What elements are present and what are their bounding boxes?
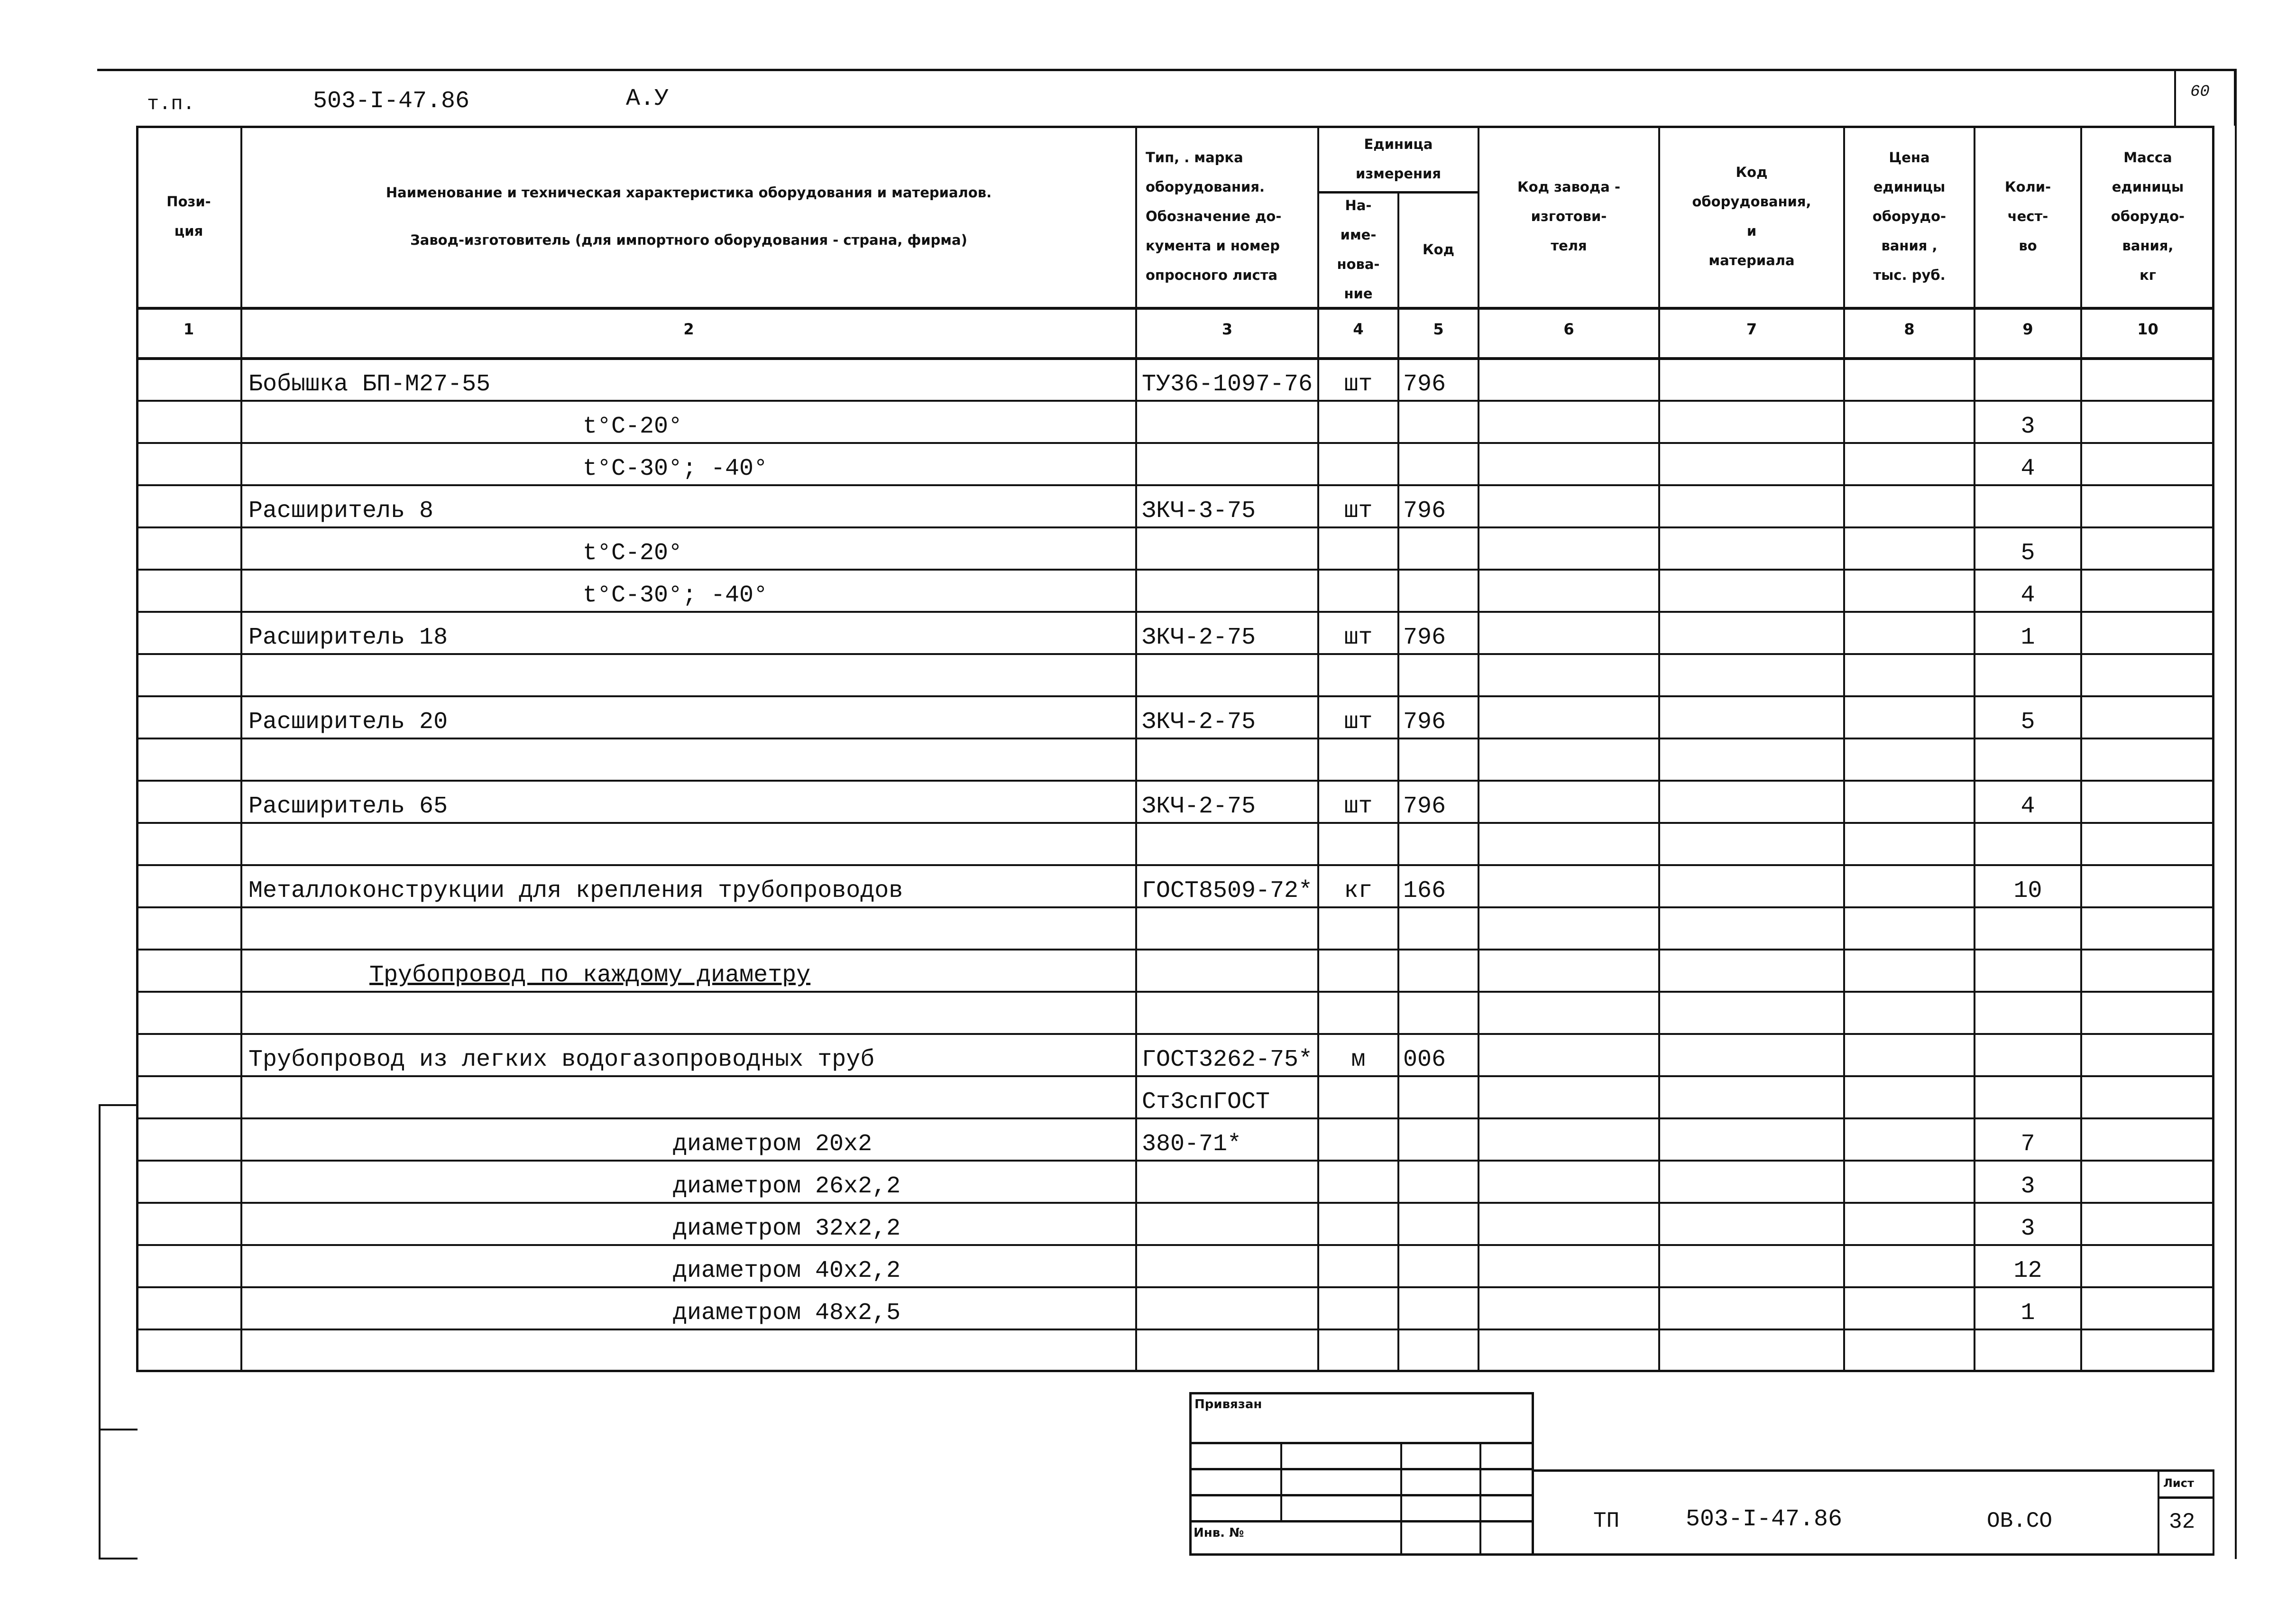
header-equipment-code bbox=[1659, 126, 1844, 307]
header-mass bbox=[2081, 126, 2214, 307]
header-line: Наименование и техническая характеристика оборудования и материалов. bbox=[386, 185, 992, 201]
item-name: диаметром 48х2,5 bbox=[673, 1300, 901, 1327]
item-unit-code bbox=[1403, 1287, 1479, 1329]
item-quantity: 12 bbox=[2013, 1257, 2042, 1284]
item-document: ЗКЧ-2-75 bbox=[1142, 624, 1256, 651]
item-unit bbox=[1318, 1245, 1398, 1287]
item-quantity: 3 bbox=[2020, 1173, 2035, 1200]
item-unit bbox=[1318, 1287, 1398, 1329]
item-quantity: 5 bbox=[2020, 709, 2035, 736]
item-unit-code bbox=[1403, 1076, 1479, 1118]
item-unit-code bbox=[1403, 992, 1479, 1034]
item-name: Расширитель 18 bbox=[248, 624, 448, 651]
item-document: Ст3спГОСТ bbox=[1142, 1089, 1270, 1116]
header-line: теля bbox=[1551, 238, 1587, 254]
item-name bbox=[248, 1076, 1136, 1118]
item-unit-code bbox=[1403, 527, 1479, 570]
header-line: Завод-изготовитель (для импортного оборудования - страна, фирма) bbox=[410, 232, 967, 248]
item-unit-code bbox=[1403, 1161, 1479, 1203]
item-name bbox=[248, 654, 1136, 696]
header-line: Код bbox=[1422, 241, 1455, 258]
item-unit: шт bbox=[1344, 793, 1373, 820]
right-margin-line bbox=[2235, 70, 2237, 1559]
sheet-box bbox=[2158, 1472, 2214, 1553]
item-name: t°C-30°; -40° bbox=[583, 455, 768, 482]
item-unit-code: 166 bbox=[1403, 877, 1446, 904]
item-name: диаметром 40х2,2 bbox=[673, 1257, 901, 1284]
item-name: Расширитель 20 bbox=[248, 709, 448, 736]
column-number: 4 bbox=[1353, 320, 1364, 338]
header-price bbox=[1844, 126, 1975, 307]
item-quantity bbox=[1975, 1076, 2081, 1118]
item-document bbox=[1142, 1245, 1318, 1287]
header-line: Единица bbox=[1364, 136, 1433, 152]
item-unit-code bbox=[1403, 1245, 1479, 1287]
item-unit-code bbox=[1403, 1329, 1479, 1372]
item-name bbox=[248, 907, 1136, 950]
item-unit-code: 796 bbox=[1403, 709, 1446, 736]
header-line: Пози- bbox=[166, 194, 211, 210]
header-line: вания, bbox=[2122, 238, 2174, 254]
item-quantity: 3 bbox=[2020, 1215, 2035, 1242]
item-quantity bbox=[1975, 738, 2081, 781]
item-name: t°C-20° bbox=[583, 413, 683, 440]
item-unit-code bbox=[1403, 1118, 1479, 1161]
column-number: 1 bbox=[183, 320, 194, 338]
item-unit bbox=[1318, 570, 1398, 612]
header-line: оборудования. bbox=[1146, 179, 1265, 195]
header-line: оборудо- bbox=[1872, 208, 1947, 224]
item-unit bbox=[1318, 654, 1398, 696]
item-unit bbox=[1318, 1161, 1398, 1203]
item-document bbox=[1142, 950, 1318, 992]
item-unit-code bbox=[1403, 1203, 1479, 1245]
item-unit-code bbox=[1403, 570, 1479, 612]
item-unit bbox=[1318, 401, 1398, 443]
header-line: Обозначение до- bbox=[1146, 208, 1282, 224]
item-name bbox=[248, 823, 1136, 865]
item-document: ЗКЧ-3-75 bbox=[1142, 498, 1256, 525]
header-line: Цена bbox=[1889, 149, 1930, 166]
header-document bbox=[1136, 126, 1318, 307]
item-quantity bbox=[1975, 992, 2081, 1034]
header-line: кумента и номер bbox=[1146, 238, 1280, 254]
header-line: тыс. руб. bbox=[1873, 267, 1946, 283]
title-prefix: ТП bbox=[1593, 1509, 1620, 1533]
header-line: единицы bbox=[1873, 179, 1946, 195]
header-quantity bbox=[1975, 126, 2081, 307]
item-unit bbox=[1318, 907, 1398, 950]
item-quantity bbox=[1975, 907, 2081, 950]
item-document bbox=[1142, 1287, 1318, 1329]
item-document bbox=[1142, 570, 1318, 612]
header-line: Масса bbox=[2123, 149, 2172, 166]
tp-label: т.п. bbox=[147, 92, 195, 115]
item-document bbox=[1142, 992, 1318, 1034]
top-border bbox=[97, 69, 2237, 71]
item-document bbox=[1142, 443, 1318, 485]
item-quantity: 5 bbox=[2020, 540, 2035, 567]
header-line: ция bbox=[174, 223, 203, 239]
column-number: 7 bbox=[1746, 320, 1757, 338]
item-unit bbox=[1318, 992, 1398, 1034]
item-name: Металлоконструкции для крепления трубопроводов bbox=[248, 877, 903, 904]
header-line: оборудования, bbox=[1692, 194, 1811, 210]
sheet-corner-number: 60 bbox=[2190, 83, 2210, 101]
header-line: во bbox=[2019, 238, 2037, 254]
sheet-label: Лист bbox=[2163, 1476, 2194, 1490]
header-line: вания , bbox=[1881, 238, 1938, 254]
header-name bbox=[241, 126, 1136, 307]
item-quantity: 3 bbox=[2020, 413, 2035, 440]
item-name: диаметром 26х2,2 bbox=[673, 1173, 901, 1200]
item-document bbox=[1142, 907, 1318, 950]
item-quantity: 1 bbox=[2020, 624, 2035, 651]
item-quantity bbox=[1975, 654, 2081, 696]
column-number: 8 bbox=[1904, 320, 1915, 338]
header-line: оборудо- bbox=[2111, 208, 2185, 224]
item-unit-code bbox=[1403, 738, 1479, 781]
project-code: 503-I-47.86 bbox=[313, 88, 470, 115]
item-name: Трубопровод по каждому диаметру bbox=[369, 962, 811, 989]
item-quantity bbox=[1975, 950, 2081, 992]
item-unit bbox=[1318, 1076, 1398, 1118]
item-document bbox=[1142, 1161, 1318, 1203]
item-document: ГОСТ3262-75* bbox=[1142, 1046, 1313, 1073]
item-quantity bbox=[1975, 1034, 2081, 1076]
header-line: измерения bbox=[1356, 166, 1441, 182]
item-name bbox=[248, 1329, 1136, 1372]
item-unit-code bbox=[1403, 443, 1479, 485]
item-document: ГОСТ8509-72* bbox=[1142, 877, 1313, 904]
item-document bbox=[1142, 738, 1318, 781]
header-unit-code bbox=[1398, 192, 1479, 307]
item-document bbox=[1142, 1329, 1318, 1372]
item-name bbox=[248, 992, 1136, 1034]
column-number: 10 bbox=[2137, 320, 2158, 338]
item-unit bbox=[1318, 527, 1398, 570]
item-unit-code bbox=[1403, 401, 1479, 443]
header-unit-group bbox=[1318, 126, 1479, 192]
item-document bbox=[1142, 654, 1318, 696]
item-document: ЗКЧ-2-75 bbox=[1142, 709, 1256, 736]
item-quantity: 4 bbox=[2020, 582, 2035, 609]
item-name: Расширитель 8 bbox=[248, 498, 434, 525]
item-unit: шт bbox=[1344, 624, 1373, 651]
item-document bbox=[1142, 527, 1318, 570]
item-document: ТУ36-1097-76 bbox=[1142, 371, 1313, 398]
sheet-number: 32 bbox=[2169, 1510, 2195, 1534]
corner-box bbox=[2174, 70, 2236, 126]
item-name: диаметром 20х2 bbox=[673, 1131, 872, 1158]
item-unit-code bbox=[1403, 823, 1479, 865]
header-plant-code bbox=[1479, 126, 1659, 307]
title-block bbox=[1532, 1469, 2214, 1556]
tied-stamp bbox=[1189, 1392, 1534, 1556]
header-line: Код bbox=[1736, 164, 1768, 180]
item-unit: шт bbox=[1344, 498, 1373, 525]
item-quantity bbox=[1975, 359, 2081, 401]
item-document: ЗКЧ-2-75 bbox=[1142, 793, 1256, 820]
item-unit-code: 796 bbox=[1403, 793, 1446, 820]
item-unit-code bbox=[1403, 950, 1479, 992]
item-quantity: 4 bbox=[2020, 455, 2035, 482]
column-number: 3 bbox=[1221, 320, 1233, 338]
item-unit-code: 796 bbox=[1403, 624, 1446, 651]
header-unit-name bbox=[1318, 192, 1398, 307]
header-line: ние bbox=[1344, 286, 1373, 302]
item-quantity: 7 bbox=[2020, 1131, 2035, 1158]
title-section: ОВ.СО bbox=[1987, 1509, 2053, 1533]
item-unit-code: 796 bbox=[1403, 498, 1446, 525]
item-document: 380-71* bbox=[1142, 1131, 1242, 1158]
item-name: Расширитель 65 bbox=[248, 793, 448, 820]
header-line: Коли- bbox=[2004, 179, 2051, 195]
item-document bbox=[1142, 823, 1318, 865]
header-line: На- bbox=[1345, 197, 1372, 213]
item-unit bbox=[1318, 950, 1398, 992]
header-line: опросного листа bbox=[1146, 267, 1278, 283]
header-line: единицы bbox=[2112, 179, 2184, 195]
item-unit bbox=[1318, 443, 1398, 485]
item-unit bbox=[1318, 738, 1398, 781]
item-quantity bbox=[1975, 823, 2081, 865]
header-position bbox=[136, 126, 241, 307]
inventory-label: Инв. № bbox=[1194, 1526, 1244, 1540]
item-unit bbox=[1318, 1329, 1398, 1372]
header-line: и bbox=[1746, 223, 1757, 239]
item-unit-code bbox=[1403, 907, 1479, 950]
column-number: 6 bbox=[1563, 320, 1574, 338]
header-line: Тип, . марка bbox=[1146, 149, 1243, 166]
item-name: Бобышка БП-М27-55 bbox=[248, 371, 491, 398]
item-unit bbox=[1318, 1203, 1398, 1245]
item-unit-code: 796 bbox=[1403, 371, 1446, 398]
header-line: Код завода - bbox=[1517, 179, 1620, 195]
binding-strip bbox=[99, 1104, 138, 1559]
item-unit: шт bbox=[1344, 709, 1373, 736]
column-number: 2 bbox=[683, 320, 694, 338]
header-line: кг bbox=[2140, 267, 2156, 283]
item-name: t°C-20° bbox=[583, 540, 683, 567]
item-unit: м bbox=[1351, 1046, 1366, 1073]
item-unit bbox=[1318, 823, 1398, 865]
item-unit: шт bbox=[1344, 371, 1373, 398]
album-label: А.У bbox=[626, 85, 669, 112]
item-quantity: 4 bbox=[2020, 793, 2035, 820]
item-unit-code: 006 bbox=[1403, 1046, 1446, 1073]
column-number: 9 bbox=[2022, 320, 2033, 338]
item-name: t°C-30°; -40° bbox=[583, 582, 768, 609]
item-name bbox=[248, 738, 1136, 781]
item-name: Трубопровод из легких водогазопроводных труб bbox=[248, 1046, 875, 1073]
item-name: диаметром 32х2,2 bbox=[673, 1215, 901, 1242]
header-line: изготови- bbox=[1531, 208, 1607, 224]
item-unit: кг bbox=[1344, 877, 1373, 904]
item-quantity bbox=[1975, 485, 2081, 527]
item-document bbox=[1142, 1203, 1318, 1245]
column-number: 5 bbox=[1433, 320, 1444, 338]
item-unit-code bbox=[1403, 654, 1479, 696]
header-line: нова- bbox=[1337, 256, 1380, 272]
item-quantity: 1 bbox=[2020, 1300, 2035, 1327]
item-unit bbox=[1318, 1118, 1398, 1161]
header-divider bbox=[136, 307, 2214, 310]
header-line: материала bbox=[1708, 252, 1795, 268]
title-code: 503-I-47.86 bbox=[1686, 1506, 1843, 1533]
item-quantity bbox=[1975, 1329, 2081, 1372]
item-document bbox=[1142, 401, 1318, 443]
header-line: име- bbox=[1340, 227, 1377, 243]
tied-label: Привязан bbox=[1194, 1397, 1262, 1412]
item-quantity: 10 bbox=[2013, 877, 2042, 904]
header-line: чест- bbox=[2007, 208, 2048, 224]
